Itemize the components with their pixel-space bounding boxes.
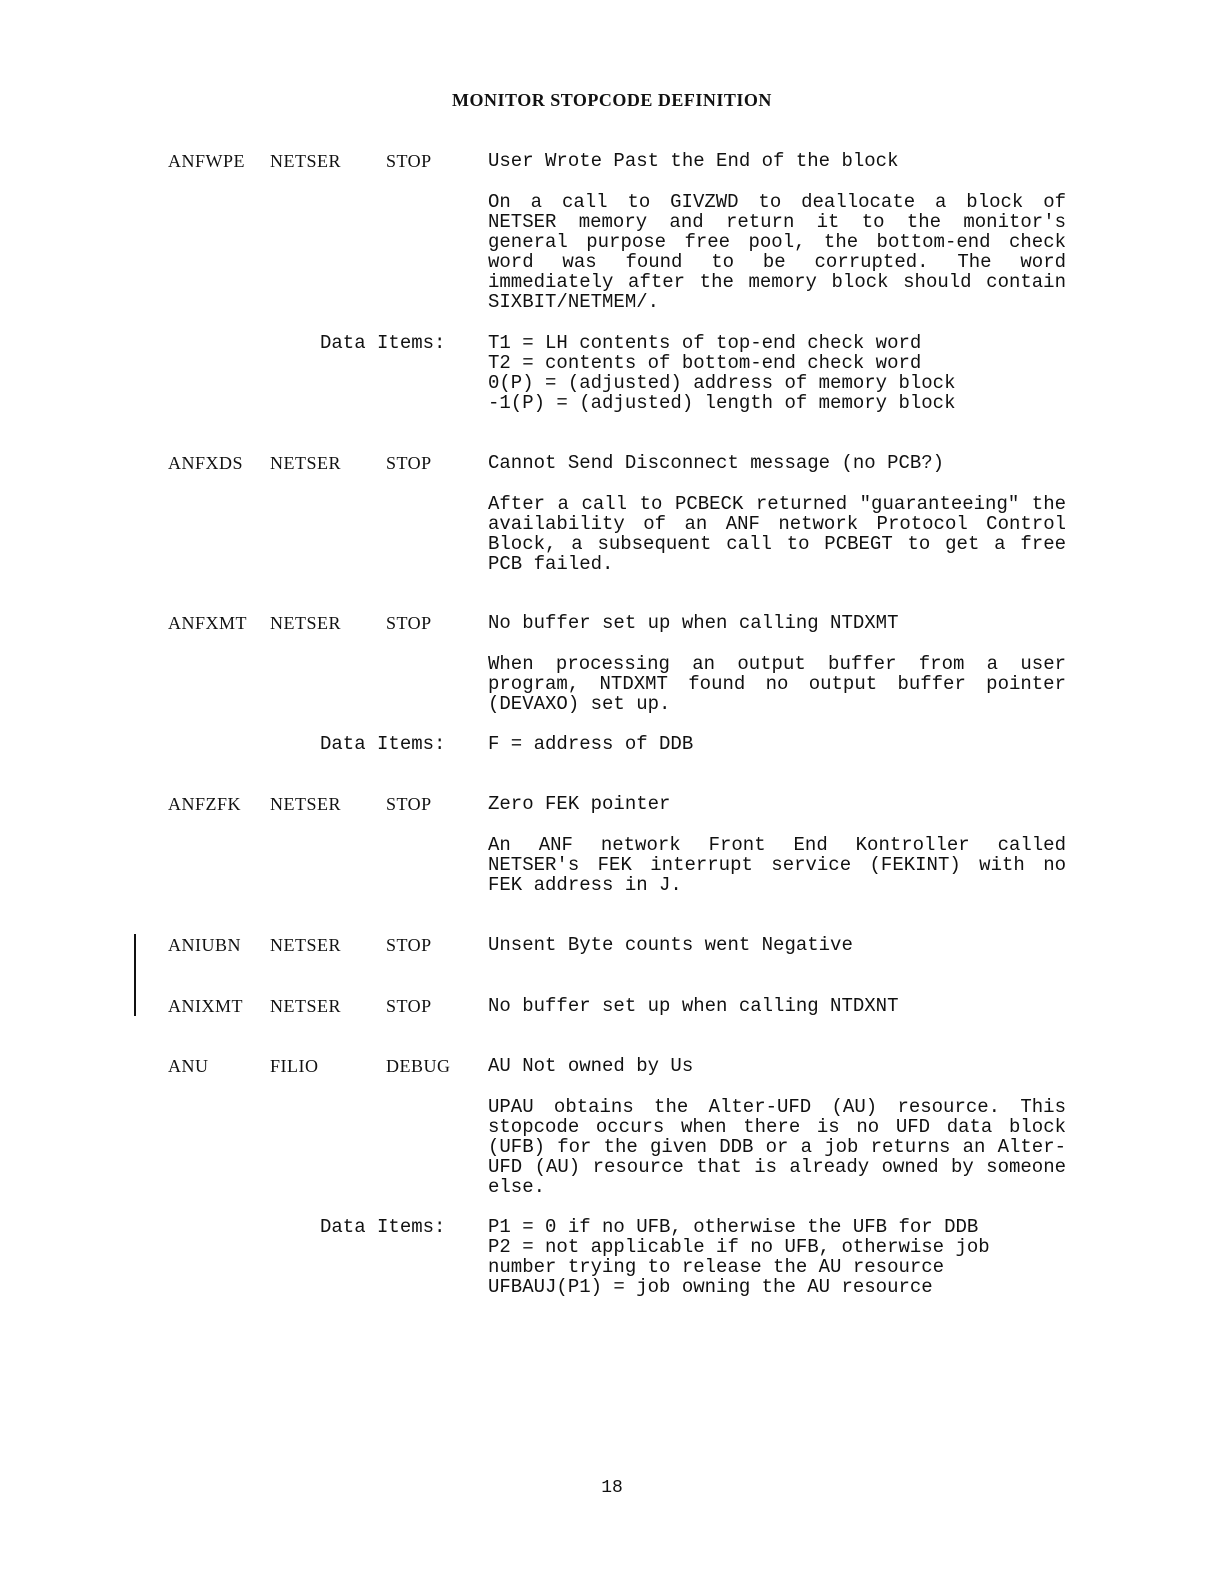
stopcode-type: STOP (386, 996, 432, 1016)
data-item: P1 = 0 if no UFB, otherwise the UFB for DDB (488, 1216, 979, 1238)
data-item: UFBAUJ(P1) = job owning the AU resource (488, 1276, 933, 1298)
data-item: T1 = LH contents of top-end check word (488, 332, 922, 354)
data-item: 0(P) = (adjusted) address of memory block (488, 372, 956, 394)
data-item: -1(P) = (adjusted) length of memory block (488, 392, 956, 414)
data-item: F = address of DDB (488, 733, 694, 755)
stopcode-module: NETSER (270, 151, 342, 171)
data-items-label: Data Items: (320, 332, 446, 354)
page-title: MONITOR STOPCODE DEFINITION (452, 90, 772, 110)
revision-change-bar (134, 934, 136, 1016)
stopcode-name: ANFWPE (168, 151, 246, 171)
stopcode-type: STOP (386, 613, 432, 633)
stopcode-description: On a call to GIVZWD to deallocate a block of NETSER memory and return it to the monitor's general purpose free pool, the bottom-end check word was found to be corrupted. The word immediately after the memory block should contain SIXBIT/NETMEM/. (488, 191, 1066, 313)
stopcode-summary: Zero FEK pointer (488, 793, 671, 815)
stopcode-type: STOP (386, 935, 432, 955)
stopcode-module: NETSER (270, 996, 342, 1016)
stopcode-name: ANIXMT (168, 996, 243, 1016)
stopcode-description: When processing an output buffer from a user program, NTDXMT found no output buffer pointer (DEVAXO) set up. (488, 653, 1066, 715)
stopcode-type: STOP (386, 794, 432, 814)
stopcode-name: ANFXMT (168, 613, 248, 633)
data-items-list (488, 734, 1068, 754)
data-items-label: Data Items: (320, 1216, 446, 1238)
stopcode-summary: User Wrote Past the End of the block (488, 150, 899, 172)
stopcode-description: An ANF network Front End Kontroller called NETSER's FEK interrupt service (FEKINT) with no FEK address in J. (488, 834, 1066, 896)
stopcode-summary: No buffer set up when calling NTDXMT (488, 612, 899, 634)
stopcode-summary: Cannot Send Disconnect message (no PCB?) (488, 452, 945, 474)
stopcode-summary: No buffer set up when calling NTDXNT (488, 995, 899, 1017)
stopcode-module: NETSER (270, 453, 342, 473)
stopcode-type: DEBUG (386, 1056, 451, 1076)
data-items-list (488, 333, 1068, 413)
stopcode-summary: AU Not owned by Us (488, 1055, 694, 1077)
stopcode-module: NETSER (270, 935, 342, 955)
stopcode-description: After a call to PCBECK returned "guaranteeing" the availability of an ANF network Protocol Control Block, a subsequent call to PCBEGT to get a free PCB failed. (488, 493, 1066, 575)
data-items-list (488, 1217, 1068, 1297)
stopcode-module: NETSER (270, 613, 342, 633)
stopcode-name: ANFZFK (168, 794, 242, 814)
stopcode-name: ANFXDS (168, 453, 244, 473)
stopcode-name: ANU (168, 1056, 209, 1076)
stopcode-summary: Unsent Byte counts went Negative (488, 934, 853, 956)
stopcode-module: NETSER (270, 794, 342, 814)
stopcode-type: STOP (386, 453, 432, 473)
stopcode-description: UPAU obtains the Alter-UFD (AU) resource. This stopcode occurs when there is no UFD data block (UFB) for the given DDB or a job returns an Alter-UFD (AU) resource that is already owned by someone else. (488, 1096, 1066, 1198)
data-item: P2 = not applicable if no UFB, otherwise job (488, 1236, 990, 1258)
page-number: 18 (601, 1478, 623, 1498)
stopcode-name: ANIUBN (168, 935, 241, 955)
data-item: number trying to release the AU resource (488, 1256, 945, 1278)
data-item: T2 = contents of bottom-end check word (488, 352, 922, 374)
stopcode-module: FILIO (270, 1056, 319, 1076)
data-items-label: Data Items: (320, 733, 446, 755)
stopcode-type: STOP (386, 151, 432, 171)
